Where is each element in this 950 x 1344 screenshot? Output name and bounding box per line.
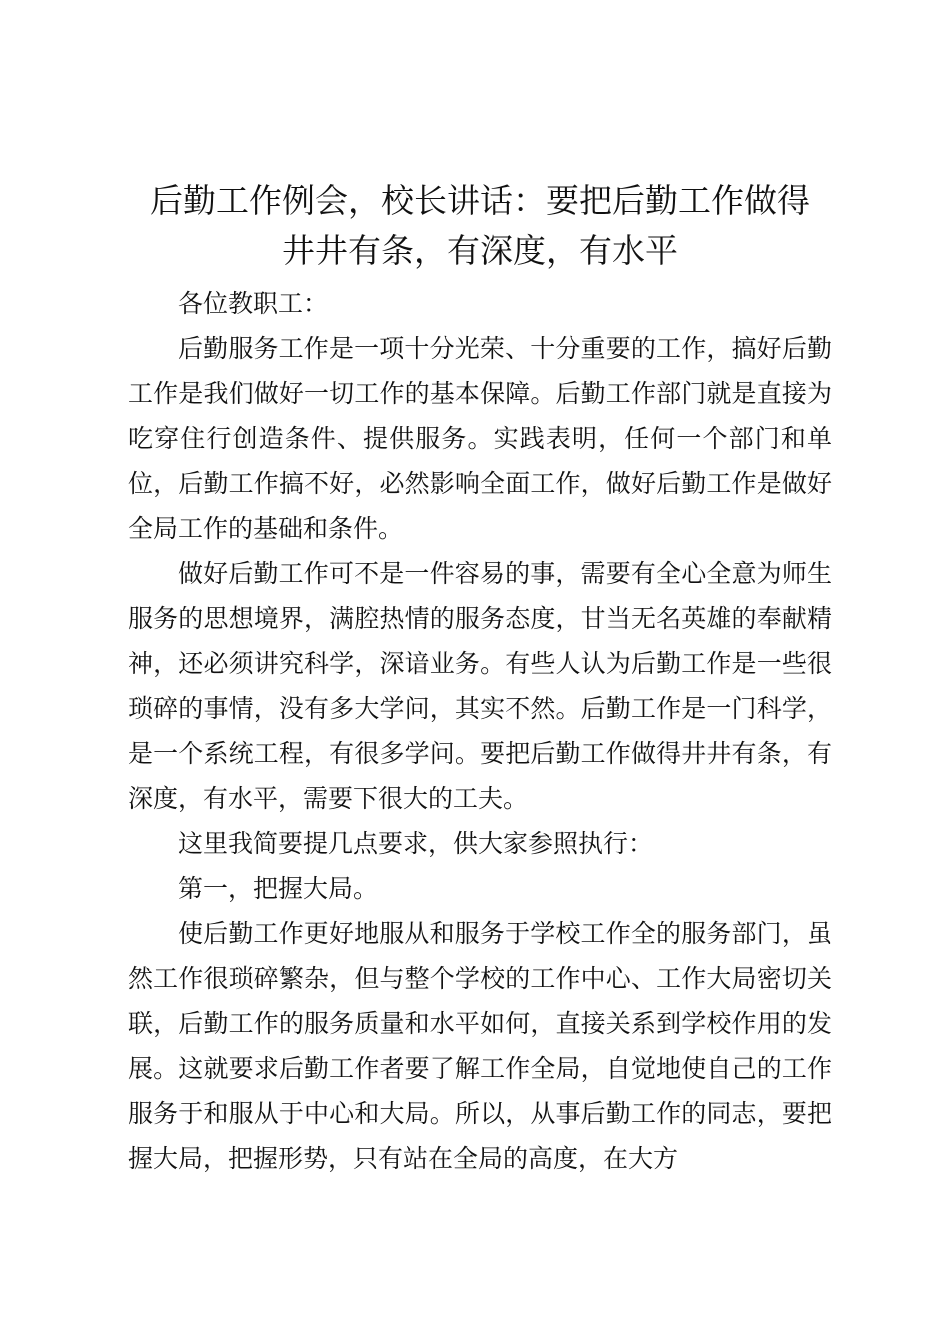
paragraph-4: 使后勤工作更好地服从和服务于学校工作全的服务部门，虽然工作很琐碎繁杂，但与整个学校的工作中心、工作大局密切关联，后勤工作的服务质量和水平如何，直接关系到学校作用的发展。这就要求后勤工作者要了解工作全局，自觉地使自己的工作服务于和服从于中心和大局。所以，从事后勤工作的同志，要把握大局，把握形势，只有站在全局的高度，在大方 — [128, 919, 832, 1173]
paragraph-2: 做好后勤工作可不是一件容易的事，需要有全心全意为师生服务的思想境界，满腔热情的服务态度，甘当无名英雄的奉献精神，还必须讲究科学，深谙业务。有些人认为后勤工作是一些很琐碎的事情，没有多大学问，其实不然。后勤工作是一门科学，是一个系统工程，有很多学问。要把后勤工作做得井井有条，有深度，有水平，需要下很大的工夫。 — [128, 559, 832, 813]
section-heading-1: 第一，把握大局。 — [178, 874, 379, 903]
document-title — [128, 176, 832, 276]
title-line-1: 后勤工作例会，校长讲话：要把后勤工作做得 — [150, 181, 810, 220]
salutation: 各位教职工： — [178, 289, 329, 318]
paragraph-1: 后勤服务工作是一项十分光荣、十分重要的工作，搞好后勤工作是我们做好一切工作的基本保障。后勤工作部门就是直接为吃穿住行创造条件、提供服务。实践表明，任何一个部门和单位，后勤工作搞不好，必然影响全面工作，做好后勤工作是做好全局工作的基础和条件。 — [128, 334, 832, 543]
document-body — [128, 281, 832, 1181]
paragraph-3: 这里我简要提几点要求，供大家参照执行： — [178, 829, 654, 858]
title-line-2: 井井有条，有深度，有水平 — [282, 231, 678, 270]
document-page — [128, 176, 832, 1181]
